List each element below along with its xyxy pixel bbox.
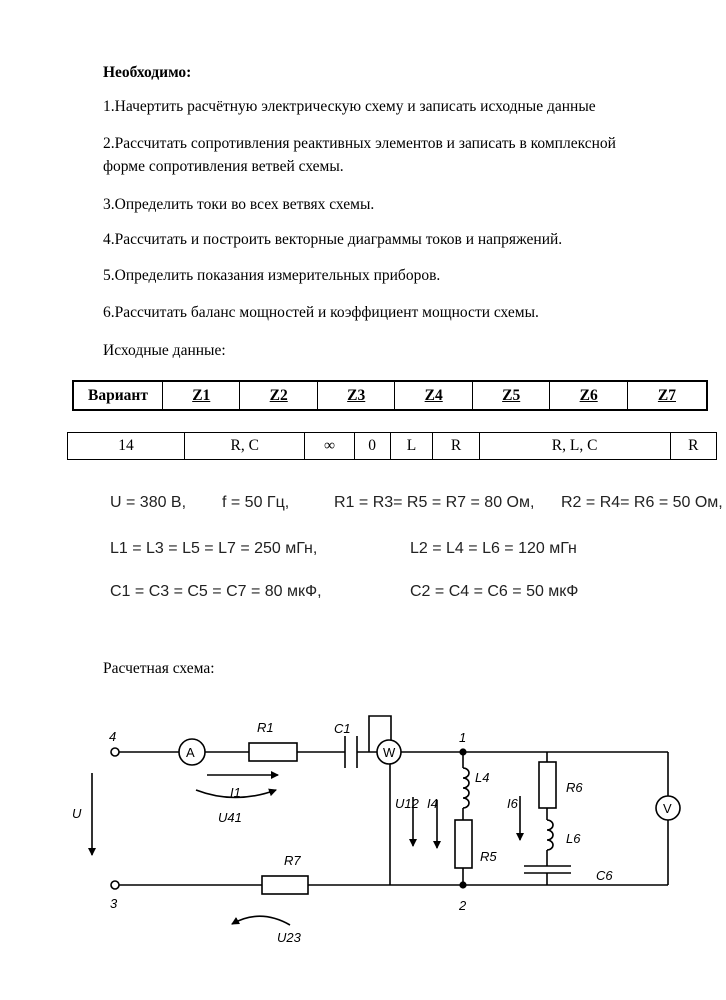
header-z4: Z4 xyxy=(395,381,472,410)
task-item-3: 3.Определить токи во всех ветвях схемы. xyxy=(103,196,375,213)
r6-label: R6 xyxy=(566,780,583,795)
task-item-6: 6.Рассчитать баланс мощностей и коэффициент мощности схемы. xyxy=(103,304,539,321)
cell-z3: 0 xyxy=(354,433,390,460)
r1-label: R1 xyxy=(257,720,274,735)
task-heading: Необходимо: xyxy=(103,64,192,81)
l4-label: L4 xyxy=(475,770,490,785)
u41-label: U41 xyxy=(218,810,242,825)
param-c-odd: C1 = C3 = C5 = C7 = 80 мкФ, xyxy=(110,583,322,600)
terminal-4 xyxy=(111,748,119,756)
task-item-2-cont: форме сопротивления ветвей схемы. xyxy=(103,158,344,175)
voltmeter-label: V xyxy=(663,801,672,816)
i4-label: I4 xyxy=(427,796,438,811)
param-c-even: C2 = C4 = C6 = 50 мкФ xyxy=(410,583,579,600)
cell-z6: R, L, C xyxy=(479,433,670,460)
resistor-r7 xyxy=(262,876,308,894)
capacitor-c1 xyxy=(345,736,357,768)
terminal-3 xyxy=(111,881,119,889)
c1-label: C1 xyxy=(334,721,351,736)
param-r-even: R2 = R4= R6 = 50 Ом, xyxy=(561,494,723,511)
u12-label: U12 xyxy=(395,796,419,811)
param-f: f = 50 Гц, xyxy=(222,494,290,511)
i6-label: I6 xyxy=(507,796,518,811)
param-r-odd: R1 = R3= R5 = R7 = 80 Ом, xyxy=(334,494,535,511)
node-2-dot xyxy=(460,882,466,888)
node-2-label: 2 xyxy=(459,898,467,913)
param-u: U = 380 В, xyxy=(110,494,187,511)
param-l-even: L2 = L4 = L6 = 120 мГн xyxy=(410,540,577,557)
task-item-4: 4.Рассчитать и построить векторные диаграммы токов и напряжений. xyxy=(103,231,563,248)
cell-z1: R, C xyxy=(185,433,305,460)
header-variant: Вариант xyxy=(73,381,163,410)
cell-z2: ∞ xyxy=(305,433,354,460)
cell-z4: L xyxy=(390,433,433,460)
scheme-title: Расчетная схема: xyxy=(103,660,215,677)
branch-l4-r5 xyxy=(455,752,472,885)
node-1-dot xyxy=(460,749,466,755)
header-z3: Z3 xyxy=(317,381,394,410)
task-item-1: 1.Начертить расчётную электрическую схему и записать исходные данные xyxy=(103,98,596,115)
node-1-label: 1 xyxy=(459,730,467,745)
node-3-label: 3 xyxy=(110,896,118,911)
r7-label: R7 xyxy=(284,853,301,868)
task-item-2: 2.Рассчитать сопротивления реактивных элементов и записать в комплексной xyxy=(103,135,616,152)
resistor-r1 xyxy=(249,743,297,761)
task-item-5: 5.Определить показания измерительных приборов. xyxy=(103,267,441,284)
cell-variant: 14 xyxy=(68,433,185,460)
header-z5: Z5 xyxy=(472,381,549,410)
l6-label: L6 xyxy=(566,831,581,846)
i1-label: I1 xyxy=(230,785,241,800)
u23-label: U23 xyxy=(277,930,301,945)
cell-z7: R xyxy=(670,433,716,460)
initial-data-title: Исходные данные: xyxy=(103,342,226,359)
header-z7: Z7 xyxy=(627,381,707,410)
node-4-label: 4 xyxy=(109,729,117,744)
c6-label: C6 xyxy=(596,868,613,883)
r5-label: R5 xyxy=(480,849,497,864)
header-z1: Z1 xyxy=(163,381,240,410)
ammeter-label: A xyxy=(186,745,195,760)
param-l-odd: L1 = L3 = L5 = L7 = 250 мГн, xyxy=(110,540,318,557)
header-z2: Z2 xyxy=(240,381,317,410)
u-label: U xyxy=(72,806,82,821)
wattmeter-label: W xyxy=(383,745,396,760)
cell-z5: R xyxy=(433,433,479,460)
branch-r6-l6-c6 xyxy=(524,752,571,885)
header-z6: Z6 xyxy=(550,381,627,410)
u23-arrow xyxy=(232,916,290,925)
